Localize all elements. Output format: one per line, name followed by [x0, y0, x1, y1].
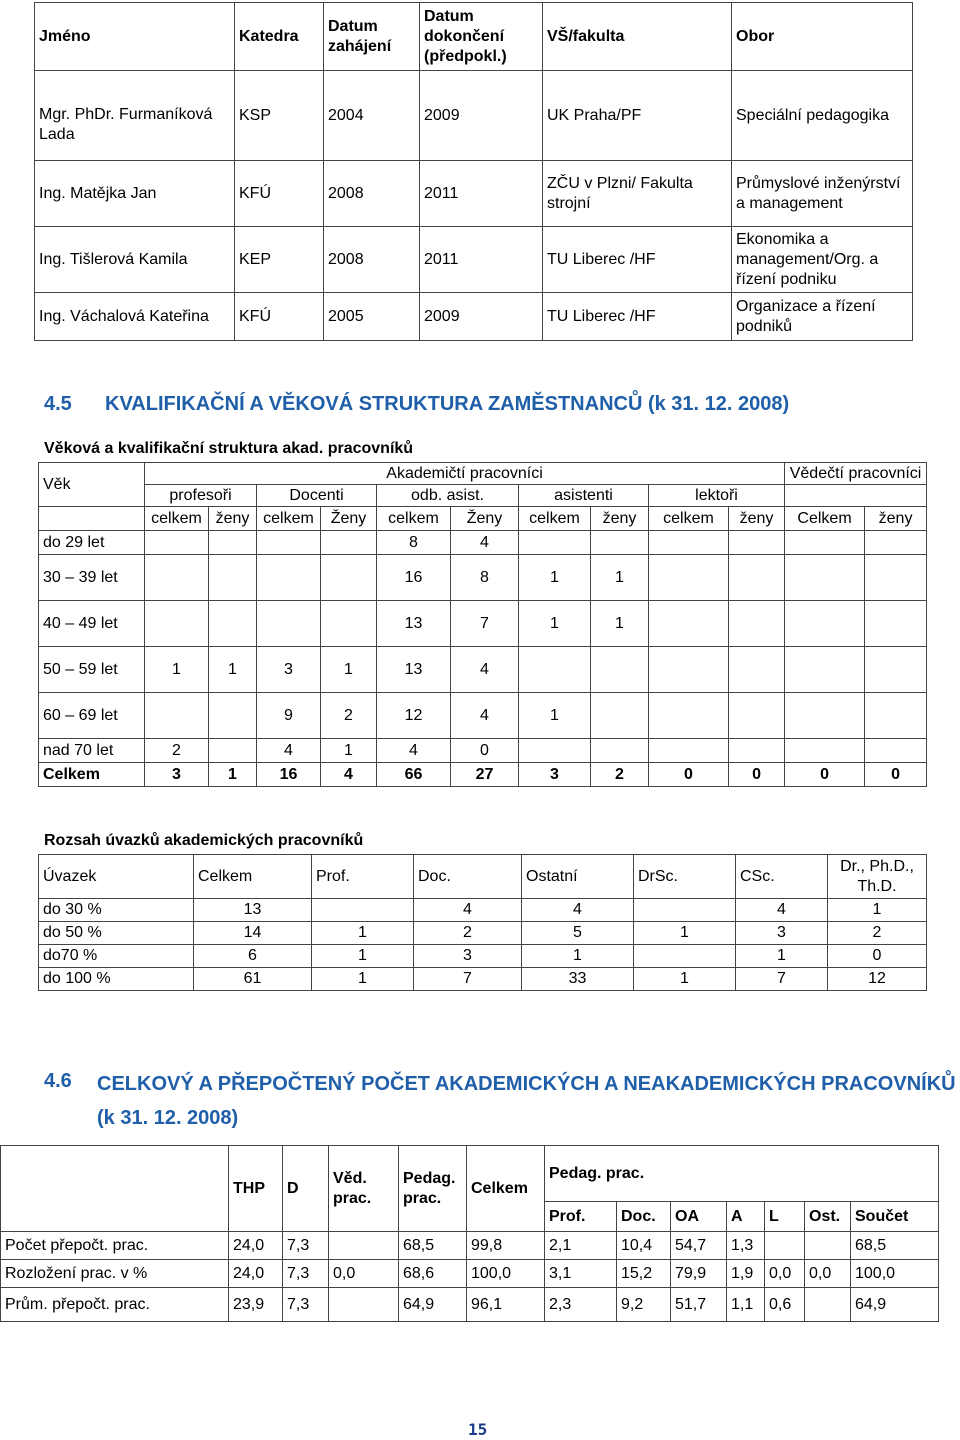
load-value: 1	[634, 922, 736, 945]
age-row	[39, 763, 927, 787]
age-value	[729, 555, 785, 601]
count-value: 0,0	[805, 1260, 851, 1288]
staff-cell: 2008	[324, 161, 420, 227]
staff-cell: 2005	[324, 293, 420, 341]
age-value: 1	[209, 647, 257, 693]
age-value	[591, 693, 649, 739]
staff-header-cell: Jméno	[35, 3, 235, 71]
age-table	[38, 462, 927, 787]
staff-cell: 2008	[324, 227, 420, 293]
age-value	[321, 531, 377, 555]
count-value: 54,7	[671, 1232, 727, 1260]
count-value: 2,3	[545, 1288, 617, 1322]
age-value: 8	[451, 555, 519, 601]
blank-cell	[1, 1146, 229, 1232]
staff-cell: KEP	[235, 227, 324, 293]
count-value: 15,2	[617, 1260, 671, 1288]
count-header: Pedag. prac.	[399, 1146, 467, 1232]
count-subheader: Ost.	[805, 1202, 851, 1232]
load-value	[634, 945, 736, 968]
count-value: 2,1	[545, 1232, 617, 1260]
staff-cell: UK Praha/PF	[543, 71, 732, 161]
age-value: 2	[321, 693, 377, 739]
load-value: 4	[414, 899, 522, 922]
age-value	[729, 647, 785, 693]
group-header: profesoři	[145, 485, 257, 507]
age-value: 13	[377, 601, 451, 647]
load-value: 1	[736, 945, 828, 968]
count-label: Prům. přepočt. prac.	[1, 1288, 229, 1322]
section-title: KVALIFIKAČNÍ A VĚKOVÁ STRUKTURA ZAMĚSTNANCŮ (k 31. 12. 2008)	[105, 393, 790, 415]
subhead: Ženy	[451, 507, 519, 531]
load-label: do 100 %	[39, 968, 194, 991]
page-number: 15	[468, 1420, 488, 1439]
load-value: 6	[194, 945, 312, 968]
age-value	[209, 555, 257, 601]
group-header: lektoři	[649, 485, 785, 507]
count-value: 7,3	[283, 1260, 329, 1288]
age-value	[209, 601, 257, 647]
age-row	[39, 693, 927, 739]
count-header: Věd. prac.	[329, 1146, 399, 1232]
age-value	[321, 555, 377, 601]
age-value	[729, 531, 785, 555]
count-value: 0,0	[329, 1260, 399, 1288]
count-value: 7,3	[283, 1232, 329, 1260]
age-value	[209, 693, 257, 739]
age-value	[785, 555, 865, 601]
section-title-line1: CELKOVÝ A PŘEPOČTENÝ POČET AKADEMICKÝCH A NEAKADEMICKÝCH PRACOVNÍKŮ	[97, 1073, 956, 1095]
age-value: 2	[591, 763, 649, 787]
load-value: 0	[828, 945, 927, 968]
age-value: 1	[145, 647, 209, 693]
count-label: Rozložení prac. v %	[1, 1260, 229, 1288]
age-body	[39, 531, 927, 787]
count-value	[765, 1232, 805, 1260]
age-label: 50 – 59 let	[39, 647, 145, 693]
staff-cell: ZČU v Plzni/ Fakulta strojní	[543, 161, 732, 227]
count-subheader: Prof.	[545, 1202, 617, 1232]
load-header: Ostatní	[522, 855, 634, 899]
load-value: 1	[312, 945, 414, 968]
count-value	[805, 1288, 851, 1322]
age-group-row	[39, 485, 927, 507]
age-value: 1	[591, 601, 649, 647]
load-row	[39, 945, 927, 968]
age-value: 4	[451, 693, 519, 739]
count-value: 100,0	[467, 1260, 545, 1288]
staff-header-cell: Datum dokončení (předpokl.)	[420, 3, 543, 71]
staff-cell: KFÚ	[235, 293, 324, 341]
age-value	[865, 531, 927, 555]
load-value: 1	[312, 968, 414, 991]
count-value	[329, 1288, 399, 1322]
age-value: 1	[321, 739, 377, 763]
count-header: THP	[229, 1146, 283, 1232]
age-label: nad 70 let	[39, 739, 145, 763]
load-value: 4	[522, 899, 634, 922]
subhead: ženy	[591, 507, 649, 531]
age-value	[591, 531, 649, 555]
staff-cell: TU Liberec /HF	[543, 293, 732, 341]
blank-cell	[39, 507, 145, 531]
subhead: celkem	[649, 507, 729, 531]
age-row	[39, 739, 927, 763]
staff-cell: TU Liberec /HF	[543, 227, 732, 293]
age-value: 8	[377, 531, 451, 555]
age-value	[591, 739, 649, 763]
age-value	[257, 601, 321, 647]
age-value	[145, 601, 209, 647]
age-label: 60 – 69 let	[39, 693, 145, 739]
staff-row	[35, 293, 913, 341]
count-value: 0,0	[765, 1260, 805, 1288]
age-value: 1	[519, 693, 591, 739]
count-row	[1, 1288, 939, 1322]
age-subhead-row	[39, 507, 927, 531]
load-value: 2	[828, 922, 927, 945]
age-value: 0	[785, 763, 865, 787]
load-value: 5	[522, 922, 634, 945]
section-title-line2: (k 31. 12. 2008)	[97, 1107, 239, 1129]
staff-name: Ing. Váchalová Kateřina	[35, 293, 235, 341]
age-value	[145, 531, 209, 555]
load-table-caption: Rozsah úvazků akademických pracovníků	[44, 832, 364, 849]
count-header: Pedag. prac.	[545, 1146, 939, 1202]
group-header: asistenti	[519, 485, 649, 507]
age-value	[519, 647, 591, 693]
age-value	[729, 601, 785, 647]
count-row	[1, 1232, 939, 1260]
section-number: 4.6	[44, 1070, 72, 1092]
count-value: 64,9	[851, 1288, 939, 1322]
age-value: 0	[451, 739, 519, 763]
age-value	[519, 739, 591, 763]
age-value: 4	[321, 763, 377, 787]
load-row	[39, 968, 927, 991]
age-value: 4	[257, 739, 321, 763]
staff-cell: 2004	[324, 71, 420, 161]
staff-row	[35, 161, 913, 227]
age-row	[39, 647, 927, 693]
staff-header-row	[35, 3, 913, 71]
load-header: Celkem	[194, 855, 312, 899]
age-value	[519, 531, 591, 555]
age-value: 0	[729, 763, 785, 787]
staff-name: Ing. Tišlerová Kamila	[35, 227, 235, 293]
age-value	[257, 555, 321, 601]
age-value: 7	[451, 601, 519, 647]
load-body	[39, 899, 927, 991]
age-value: 0	[865, 763, 927, 787]
age-value	[865, 601, 927, 647]
load-value	[634, 899, 736, 922]
section-number: 4.5	[44, 393, 72, 415]
count-value: 64,9	[399, 1288, 467, 1322]
age-value	[209, 531, 257, 555]
load-label: do 50 %	[39, 922, 194, 945]
count-value: 0,6	[765, 1288, 805, 1322]
age-value	[729, 693, 785, 739]
count-value: 68,5	[399, 1232, 467, 1260]
load-label: do70 %	[39, 945, 194, 968]
staff-cell: KSP	[235, 71, 324, 161]
count-value: 96,1	[467, 1288, 545, 1322]
age-label: 40 – 49 let	[39, 601, 145, 647]
age-value: 16	[257, 763, 321, 787]
count-value: 24,0	[229, 1260, 283, 1288]
count-header: Celkem	[467, 1146, 545, 1232]
staff-name: Ing. Matějka Jan	[35, 161, 235, 227]
load-value: 1	[312, 922, 414, 945]
age-value	[785, 531, 865, 555]
age-value	[321, 601, 377, 647]
load-row	[39, 899, 927, 922]
load-value: 13	[194, 899, 312, 922]
age-value	[785, 739, 865, 763]
staff-cell: Průmyslové inženýrství a management	[732, 161, 913, 227]
count-value	[805, 1232, 851, 1260]
count-value: 1,1	[727, 1288, 765, 1322]
load-header: Dr., Ph.D., Th.D.	[828, 855, 927, 899]
vek-header: Věk	[39, 463, 145, 507]
age-value: 2	[145, 739, 209, 763]
count-value: 3,1	[545, 1260, 617, 1288]
age-value: 3	[145, 763, 209, 787]
count-value	[329, 1232, 399, 1260]
count-body	[1, 1232, 939, 1322]
count-top-row	[1, 1146, 939, 1202]
age-value: 13	[377, 647, 451, 693]
staff-cell: 2009	[420, 293, 543, 341]
load-header: Úvazek	[39, 855, 194, 899]
load-header: CSc.	[736, 855, 828, 899]
age-value: 3	[257, 647, 321, 693]
load-table	[38, 854, 927, 991]
staff-row	[35, 71, 913, 161]
age-value	[785, 647, 865, 693]
count-label: Počet přepočt. prac.	[1, 1232, 229, 1260]
count-value: 1,3	[727, 1232, 765, 1260]
age-value	[649, 647, 729, 693]
count-value: 9,2	[617, 1288, 671, 1322]
age-value: 1	[591, 555, 649, 601]
load-value: 14	[194, 922, 312, 945]
age-value	[649, 601, 729, 647]
age-value: 4	[377, 739, 451, 763]
count-subheader: OA	[671, 1202, 727, 1232]
age-value	[649, 739, 729, 763]
age-value: 16	[377, 555, 451, 601]
staff-cell: 2011	[420, 161, 543, 227]
age-value: 3	[519, 763, 591, 787]
age-value	[649, 531, 729, 555]
age-label: Celkem	[39, 763, 145, 787]
staff-cell: 2009	[420, 71, 543, 161]
age-value: 1	[519, 601, 591, 647]
age-table-caption: Věková a kvalifikační struktura akad. pracovníků	[44, 440, 414, 457]
load-value: 7	[736, 968, 828, 991]
count-value: 10,4	[617, 1232, 671, 1260]
age-value	[257, 531, 321, 555]
count-value: 100,0	[851, 1260, 939, 1288]
load-value: 12	[828, 968, 927, 991]
subhead: Ženy	[321, 507, 377, 531]
load-value: 7	[414, 968, 522, 991]
subhead: ženy	[865, 507, 927, 531]
load-value: 3	[736, 922, 828, 945]
age-row	[39, 601, 927, 647]
load-header-row	[39, 855, 927, 899]
age-value: 1	[519, 555, 591, 601]
staff-table	[34, 2, 913, 341]
load-value: 1	[828, 899, 927, 922]
age-value	[145, 693, 209, 739]
load-header: DrSc.	[634, 855, 736, 899]
subhead: celkem	[145, 507, 209, 531]
count-subheader: Doc.	[617, 1202, 671, 1232]
staff-cell: Ekonomika a management/Org. a řízení podniku	[732, 227, 913, 293]
count-row	[1, 1260, 939, 1288]
count-table	[0, 1145, 939, 1322]
age-value	[785, 693, 865, 739]
age-value	[785, 601, 865, 647]
age-value	[209, 739, 257, 763]
staff-cell: Organizace a řízení podniků	[732, 293, 913, 341]
staff-header-cell: Obor	[732, 3, 913, 71]
age-value	[145, 555, 209, 601]
staff-cell: KFÚ	[235, 161, 324, 227]
count-value: 99,8	[467, 1232, 545, 1260]
age-label: do 29 let	[39, 531, 145, 555]
count-value: 68,5	[851, 1232, 939, 1260]
count-subheader: A	[727, 1202, 765, 1232]
age-value: 1	[209, 763, 257, 787]
vedecti-header	[785, 463, 927, 485]
staff-cell: 2011	[420, 227, 543, 293]
count-value: 1,9	[727, 1260, 765, 1288]
count-value: 68,6	[399, 1260, 467, 1288]
age-value: 0	[649, 763, 729, 787]
count-value: 24,0	[229, 1232, 283, 1260]
age-value: 9	[257, 693, 321, 739]
subhead: Celkem	[785, 507, 865, 531]
staff-header-cell: Datum zahájení	[324, 3, 420, 71]
subhead: celkem	[377, 507, 451, 531]
count-subheader: L	[765, 1202, 805, 1232]
load-label: do 30 %	[39, 899, 194, 922]
staff-cell: Speciální pedagogika	[732, 71, 913, 161]
age-value: 1	[321, 647, 377, 693]
group-header-empty	[785, 485, 927, 507]
age-value	[865, 555, 927, 601]
load-header: Doc.	[414, 855, 522, 899]
load-value: 2	[414, 922, 522, 945]
load-value: 61	[194, 968, 312, 991]
age-row	[39, 555, 927, 601]
group-header: odb. asist.	[377, 485, 519, 507]
load-value: 33	[522, 968, 634, 991]
age-value: 4	[451, 531, 519, 555]
load-header: Prof.	[312, 855, 414, 899]
age-value	[865, 693, 927, 739]
age-value: 12	[377, 693, 451, 739]
akademicti-header: Akademičtí pracovníci	[145, 463, 785, 485]
age-header-row	[39, 463, 927, 485]
age-value	[865, 647, 927, 693]
staff-row	[35, 227, 913, 293]
age-label: 30 – 39 let	[39, 555, 145, 601]
load-value: 1	[522, 945, 634, 968]
age-value	[649, 693, 729, 739]
subhead: ženy	[209, 507, 257, 531]
age-value: 4	[451, 647, 519, 693]
subhead: ženy	[729, 507, 785, 531]
age-value: 66	[377, 763, 451, 787]
age-value: 27	[451, 763, 519, 787]
count-header: D	[283, 1146, 329, 1232]
subhead: celkem	[257, 507, 321, 531]
staff-header-cell: Katedra	[235, 3, 324, 71]
load-value: 1	[634, 968, 736, 991]
count-value: 23,9	[229, 1288, 283, 1322]
count-value: 79,9	[671, 1260, 727, 1288]
count-value: 7,3	[283, 1288, 329, 1322]
staff-name: Mgr. PhDr. Furmaníková Lada	[35, 71, 235, 161]
subhead: celkem	[519, 507, 591, 531]
load-row	[39, 922, 927, 945]
load-value: 4	[736, 899, 828, 922]
age-value	[865, 739, 927, 763]
count-subheader: Součet	[851, 1202, 939, 1232]
count-value: 51,7	[671, 1288, 727, 1322]
age-value	[591, 647, 649, 693]
load-value	[312, 899, 414, 922]
age-row	[39, 531, 927, 555]
vedecti-label: Vědečtí pracovníci	[789, 464, 922, 482]
load-value: 3	[414, 945, 522, 968]
staff-header-cell: VŠ/fakulta	[543, 3, 732, 71]
age-value	[649, 555, 729, 601]
age-value	[729, 739, 785, 763]
group-header: Docenti	[257, 485, 377, 507]
